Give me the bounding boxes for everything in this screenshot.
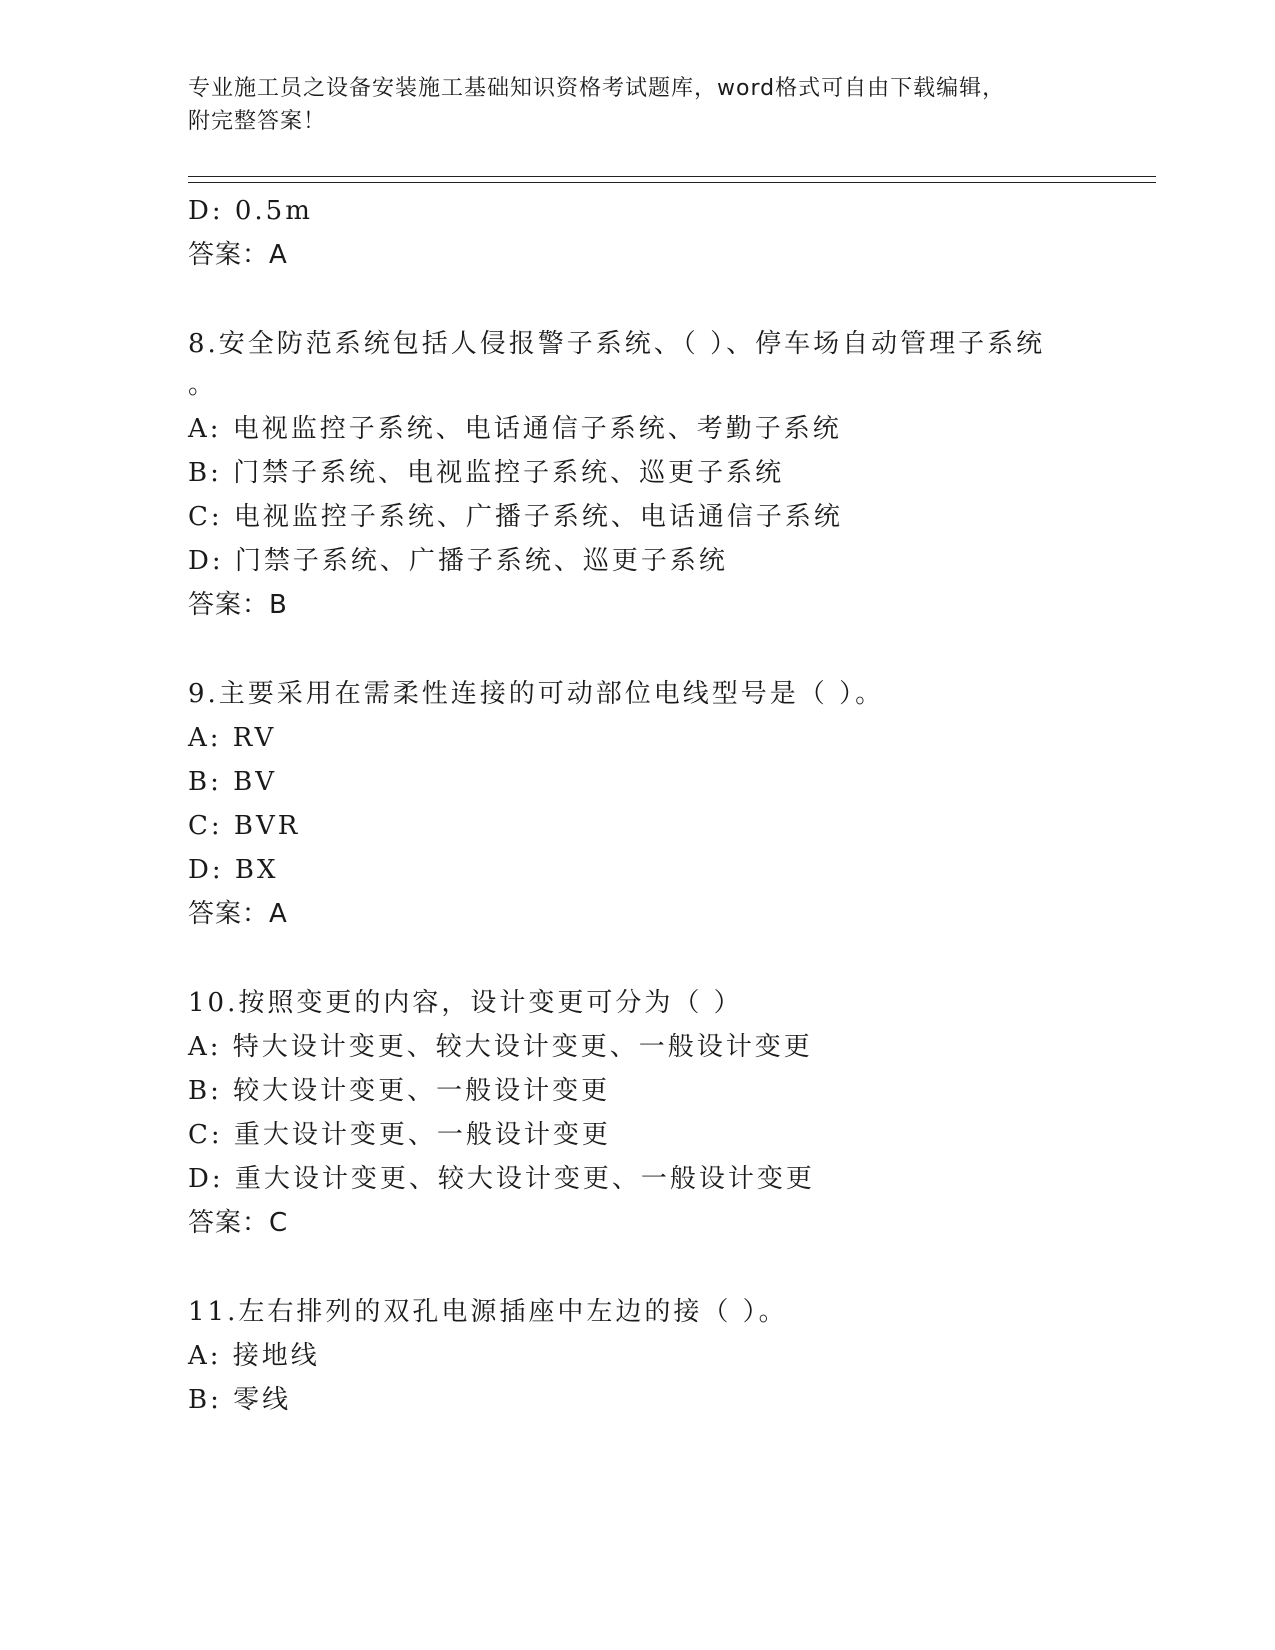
q8-stem-line-2: 。 [188, 370, 218, 400]
header-divider-top [188, 176, 1156, 177]
q8-stem-line-1: 8.安全防范系统包括人侵报警子系统、（ ）、停车场自动管理子系统 [188, 329, 1046, 359]
q9-option-d: D: BX [188, 855, 279, 885]
header-divider-bottom [188, 182, 1156, 183]
q10-stem: 10.按照变更的内容，设计变更可分为（ ） [188, 988, 743, 1018]
prev-option-d: D: 0.5m [188, 196, 313, 226]
q8-answer: 答案：B [188, 590, 288, 620]
q9-option-a: A: RV [188, 723, 277, 753]
prev-answer: 答案：A [188, 240, 288, 270]
q9-answer: 答案：A [188, 899, 288, 929]
header-title-line-2: 附完整答案！ [188, 109, 327, 134]
q11-stem: 11.左右排列的双孔电源插座中左边的接（ ）。 [188, 1297, 788, 1327]
document-header [188, 72, 1088, 138]
q10-option-a: A: 特大设计变更、较大设计变更、一般设计变更 [188, 1032, 813, 1062]
q8-option-d: D: 门禁子系统、广播子系统、巡更子系统 [188, 546, 728, 576]
q11-option-a: A: 接地线 [188, 1341, 320, 1371]
q10-option-b: B: 较大设计变更、一般设计变更 [188, 1076, 611, 1106]
q8-option-a: A: 电视监控子系统、电话通信子系统、考勤子系统 [188, 414, 842, 444]
q8-option-b: B: 门禁子系统、电视监控子系统、巡更子系统 [188, 458, 785, 488]
q9-option-b: B: BV [188, 767, 278, 797]
q11-option-b: B: 零线 [188, 1385, 292, 1415]
q8-option-c: C: 电视监控子系统、广播子系统、电话通信子系统 [188, 502, 843, 532]
q9-option-c: C: BVR [188, 811, 301, 841]
q10-option-d: D: 重大设计变更、较大设计变更、一般设计变更 [188, 1164, 815, 1194]
q10-option-c: C: 重大设计变更、一般设计变更 [188, 1120, 611, 1150]
header-title-line-1: 专业施工员之设备安装施工基础知识资格考试题库，word格式可自由下载编辑， [188, 76, 1006, 101]
q9-stem: 9.主要采用在需柔性连接的可动部位电线型号是（ ）。 [188, 679, 885, 709]
q10-answer: 答案：C [188, 1208, 289, 1238]
